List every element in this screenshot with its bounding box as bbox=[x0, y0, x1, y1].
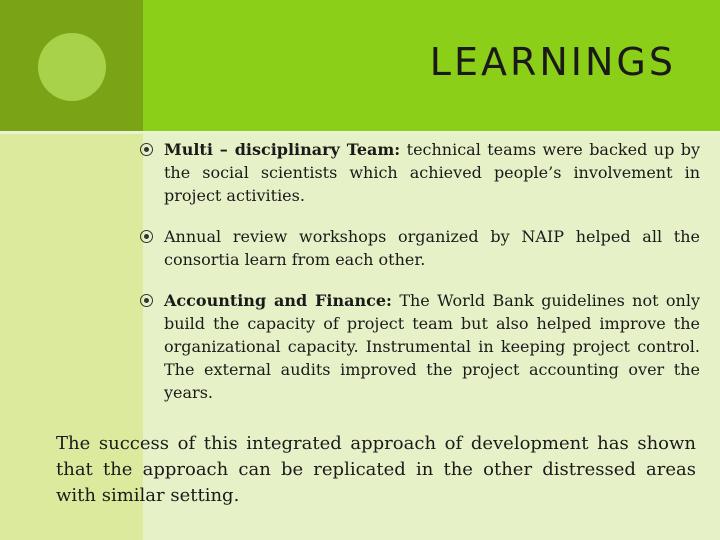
bullet-list bbox=[140, 138, 700, 404]
bullet-bold-lead: Multi – disciplinary Team: bbox=[164, 140, 401, 159]
slide-title: LEARNINGS bbox=[429, 40, 676, 84]
bullet-item bbox=[140, 138, 700, 207]
bullet-text: technical teams were backed up by the social scientists which achieved people’s involvement in project activities. bbox=[164, 140, 701, 205]
closing-paragraph: The success of this integrated approach of development has shown that the approach can be replicated in the other distressed areas with similar setting. bbox=[56, 433, 696, 506]
decorative-circle-icon bbox=[38, 33, 106, 101]
circled-dot-icon bbox=[140, 143, 153, 156]
circled-dot-icon bbox=[140, 294, 153, 307]
bullet-text: The World Bank guidelines not only build the capacity of project team but also helped improve the organizational capacity. Instrumental in keeping project control. The external audits improved the project accounting over the years. bbox=[164, 291, 700, 402]
bullet-item bbox=[140, 225, 700, 271]
bullet-bold-lead: Accounting and Finance: bbox=[164, 291, 392, 310]
slide-content bbox=[140, 138, 700, 422]
circled-dot-icon bbox=[140, 230, 153, 243]
bullet-item bbox=[140, 289, 700, 404]
bullet-text: Annual review workshops organized by NAIP helped all the consortia learn from each other. bbox=[164, 227, 700, 269]
header-divider bbox=[0, 131, 720, 134]
